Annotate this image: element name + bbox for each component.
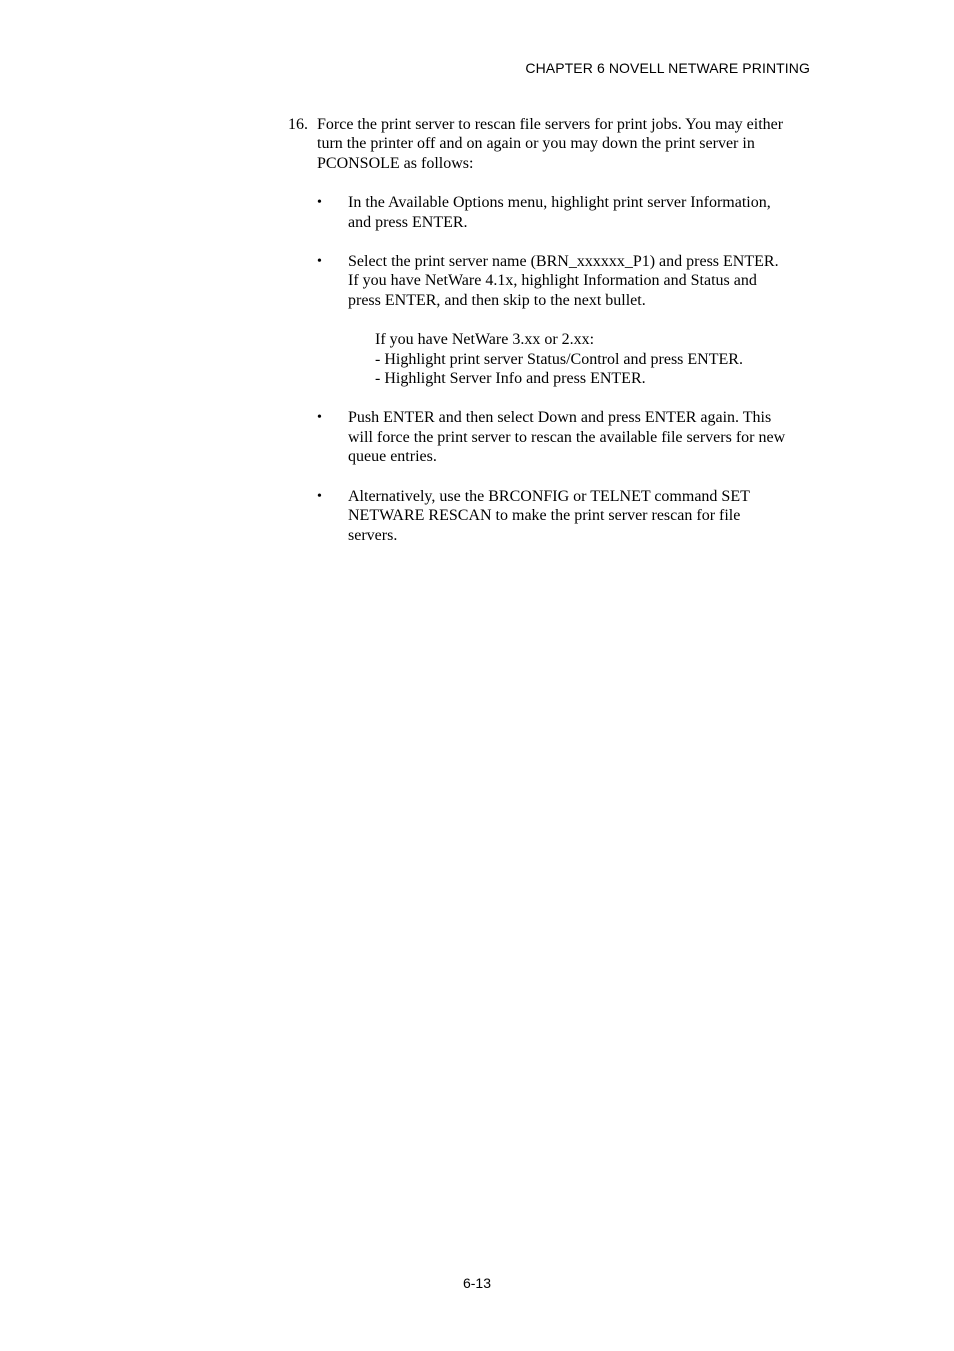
step-intro-line: turn the printer off and on again or you may down the print server in [317, 135, 755, 153]
step-16 [288, 115, 818, 173]
bullet-icon: • [317, 410, 322, 426]
bullet-text [348, 252, 818, 310]
bullet-item [317, 252, 818, 310]
bullet-line: queue entries. [348, 448, 437, 466]
bullet-line: press ENTER, and then skip to the next bullet. [348, 291, 646, 309]
bullet-line: will force the print server to rescan the available file servers for new [348, 428, 786, 446]
bullet-item [317, 408, 818, 466]
bullet-line: In the Available Options menu, highlight print server Information, [348, 194, 771, 212]
step-number: 16. [288, 116, 308, 133]
bullet-line: Alternatively, use the BRCONFIG or TELNET command SET [348, 487, 750, 505]
bullet-text [348, 487, 818, 545]
bullet-line: servers. [348, 526, 398, 544]
step-intro [317, 115, 818, 173]
page-content [288, 115, 818, 545]
netware3-line: If you have NetWare 3.xx or 2.xx: [375, 331, 595, 349]
bullet-line: NETWARE RESCAN to make the print server rescan for file [348, 507, 741, 525]
bullet-line: If you have NetWare 4.1x, highlight Information and Status and [348, 272, 757, 290]
bullet-text [348, 193, 818, 232]
bullet-item [317, 487, 818, 545]
netware3-line: - Highlight print server Status/Control and press ENTER. [375, 350, 743, 368]
page-number: 6-13 [462, 1275, 492, 1291]
netware3-instructions [375, 330, 818, 388]
chapter-header: CHAPTER 6 NOVELL NETWARE PRINTING [525, 60, 810, 76]
step-intro-line: PCONSOLE as follows: [317, 154, 474, 172]
bullet-line: Select the print server name (BRN_xxxxxx_P1) and press ENTER. [348, 253, 779, 271]
bullet-item [317, 193, 818, 232]
bullet-line: and press ENTER. [348, 213, 468, 231]
step-intro-line: Force the print server to rescan file servers for print jobs. You may either [317, 116, 784, 133]
netware3-line: - Highlight Server Info and press ENTER. [375, 370, 646, 388]
bullet-text [348, 408, 818, 466]
bullet-line: Push ENTER and then select Down and press ENTER again. This [348, 409, 772, 427]
bullet-icon: • [317, 195, 322, 211]
bullet-icon: • [317, 488, 322, 504]
bullet-icon: • [317, 254, 322, 270]
